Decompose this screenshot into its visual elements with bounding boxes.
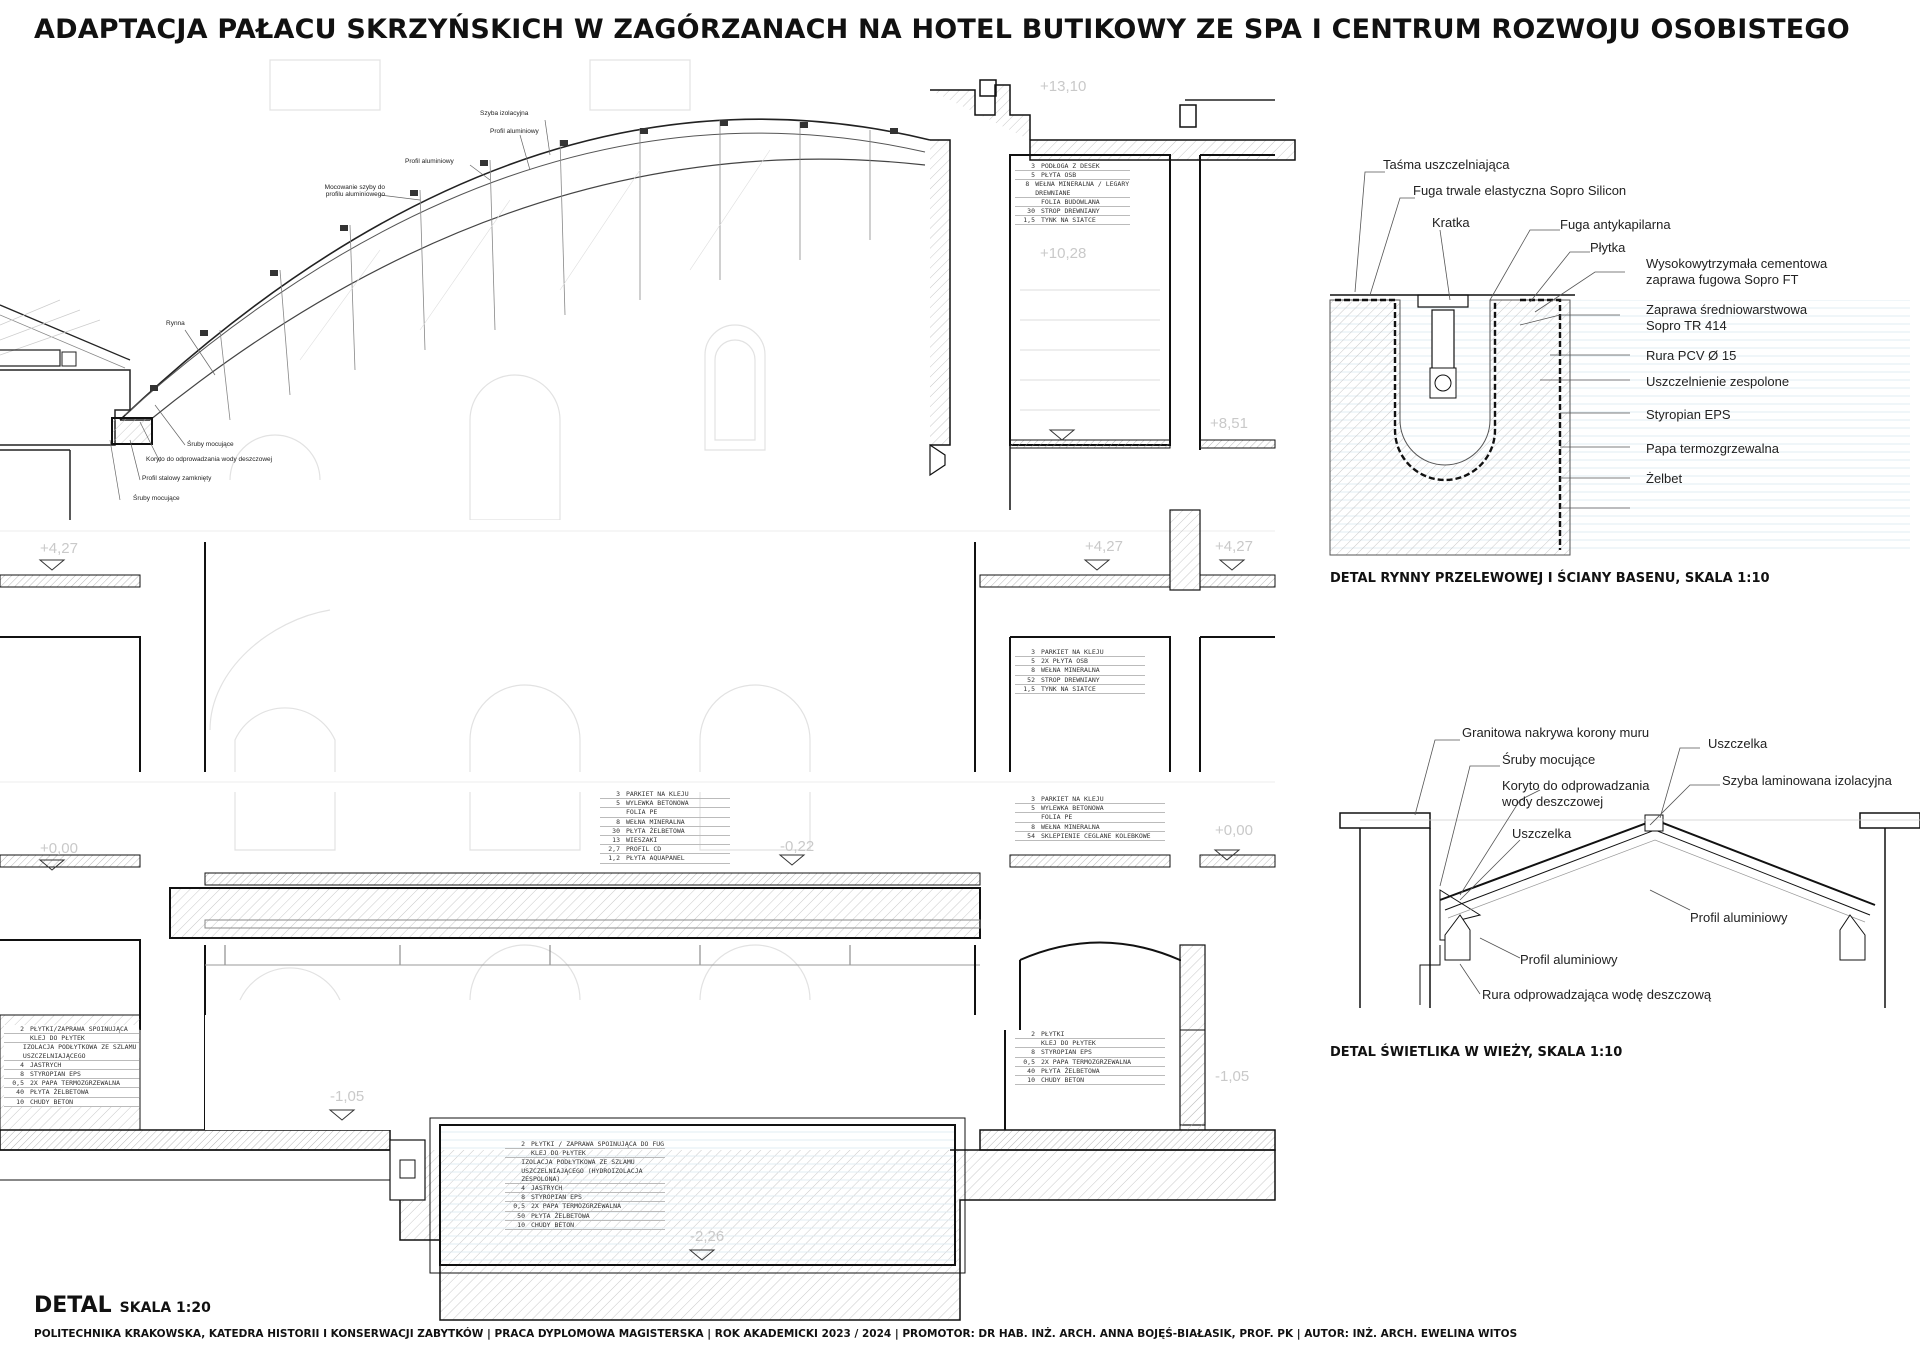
d1-label-fuga-el: Fuga trwale elastyczna Sopro Silicon xyxy=(1413,183,1627,198)
d2-label-szyba: Szyba laminowana izolacyjna xyxy=(1722,773,1892,788)
d2-label-profil-r: Profil aluminiowy xyxy=(1690,910,1788,925)
level-label: +8,51 xyxy=(1210,415,1248,432)
page-title: ADAPTACJA PAŁACU SKRZYŃSKICH W ZAGÓRZANACH NA HOTEL BUTIKOWY ZE SPA I CENTRUM ROZWOJU OSOBISTEGO xyxy=(34,14,1850,45)
d2-label-koryto2: wody deszczowej xyxy=(1502,794,1604,809)
note-profil-2: Profil aluminiowy xyxy=(405,158,454,165)
note-mocowanie: Mocowanie szyby do profilu aluminiowego xyxy=(324,184,385,198)
d1-label-papa: Papa termozgrzewalna xyxy=(1646,441,1779,456)
d1-label-fuga-anty: Fuga antykapilarna xyxy=(1560,217,1671,232)
main-leaders xyxy=(110,120,550,500)
note-profil-stal: Profil stalowy zamknięty xyxy=(142,475,212,482)
d1-label-uszcz: Uszczelnienie zespolone xyxy=(1646,374,1790,389)
d2-label-koryto1: Koryto do odprowadzania xyxy=(1502,778,1650,793)
note-szyba: Szyba izolacyjna xyxy=(480,110,529,117)
detail-scale: SKALA 1:20 xyxy=(119,1300,211,1316)
level-label: +0,00 xyxy=(1215,822,1253,839)
d1-label-kratka: Kratka xyxy=(1432,215,1470,230)
level-label: +4,27 xyxy=(40,540,78,557)
d2-label-granit: Granitowa nakrywa korony muru xyxy=(1462,725,1650,740)
d1-label-wys2: zaprawa fugowa Sopro FT xyxy=(1646,272,1799,287)
level-label: -2,26 xyxy=(690,1228,725,1245)
d2-label-sruby: Śruby mocujące xyxy=(1502,752,1596,767)
left-pitched-roof xyxy=(0,300,152,530)
d2-label-uszczelka-left: Uszczelka xyxy=(1512,826,1572,841)
d1-label-plytka: Płytka xyxy=(1590,240,1626,255)
footer-credits: POLITECHNIKA KRAKOWSKA, KATEDRA HISTORII I KONSERWACJI ZABYTKÓW | PRACA DYPLOMOWA MAGISTERSKA | ROK AKADEMICKI 2023 / 2024 | PROMOTOR: DR HAB. INŻ. ARCH. ANNA BOJĘŚ-BIAŁASIK, PROF. PK | AUTOR: INŻ. ARCH. EWELINA WITOS xyxy=(34,1328,1518,1340)
level-label: +10,28 xyxy=(1040,245,1087,262)
d1-label-zap2: Sopro TR 414 xyxy=(1646,318,1727,333)
level-label: +0,00 xyxy=(40,840,78,857)
layers-right-mid: 3 PARKIET NA KLEJU 5 WYLEWKA BETONOWA FOLIA PE 8 WEŁNA MINERALNA 54 SKLEPIENIE CEGLANE KOLEBKOWE xyxy=(1015,795,1165,841)
d1-label-zap1: Zaprawa średniowarstwowa xyxy=(1646,302,1808,317)
level-label: +4,27 xyxy=(1085,538,1123,555)
layers-right-low: 2 PŁYTKI KLEJ DO PŁYTEK 8 STYROPIAN EPS 0,5 2X PAPA TERMOZGRZEWALNA 40 PŁYTA ŻELBETOWA 10 CHUDY BETON xyxy=(1015,1030,1165,1085)
level-label: +4,27 xyxy=(1215,538,1253,555)
main-detail-label xyxy=(34,1293,211,1318)
d2-label-profil-l: Profil aluminiowy xyxy=(1520,952,1618,967)
detail2-caption: DETAL ŚWIETLIKA W WIEŻY, SKALA 1:10 xyxy=(1330,1045,1623,1060)
d2-label-rura: Rura odprowadzająca wodę deszczową xyxy=(1482,987,1712,1002)
level-label: +13,10 xyxy=(1040,78,1087,95)
note-sruby-1: Śruby mocujące xyxy=(187,441,234,448)
detail-word: DETAL xyxy=(34,1293,112,1318)
floor-upper xyxy=(0,420,1275,772)
layers-floor2: 3 PARKIET NA KLEJU 5 2X PŁYTA OSB 8 WEŁNA MINERALNA 52 STROP DREWNIANY 1,5 TYNK NA SIATCE xyxy=(1015,648,1145,694)
layers-roof: 3 PODŁOGA Z DESEK 5 PŁYTA OSB 8 WEŁNA MINERALNA / LEGARY DREWNIANE FOLIA BUDOWLANA 30 STROP DREWNIANY 1,5 TYNK NA SIATCE xyxy=(1015,162,1130,225)
d1-label-wys1: Wysokowytrzymała cementowa xyxy=(1646,256,1828,271)
layers-mid: 3 PARKIET NA KLEJU 5 WYLEWKA BETONOWA FOLIA PE 8 WEŁNA MINERALNA 30 PŁYTA ŻELBETOWA 13 WIESZAKI 2,7 PROFIL CD 1,2 PŁYTA AQUAPANEL xyxy=(600,790,730,864)
note-rynna: Rynna xyxy=(166,320,185,327)
detail1-caption: DETAL RYNNY PRZELEWOWEJ I ŚCIANY BASENU, SKALA 1:10 xyxy=(1330,571,1770,586)
note-koryto: Koryto do odprowadzania wody deszczowej xyxy=(146,456,273,463)
layers-left-low: 2 PŁYTKI/ZAPRAWA SPOINUJĄCA KLEJ DO PŁYTEK IZOLACJA PODŁYTKOWA ZE SZLAMU USZCZELNIAJĄCEGO 4 JASTRYCH 8 STYROPIAN EPS 0,5 2X PAPA TERMOZGRZEWALNA 40 PŁYTA ŻELBETOWA 10 CHUDY BETON xyxy=(4,1025,139,1107)
d1-label-tasma: Taśma uszczelniająca xyxy=(1383,157,1510,172)
d1-label-zelbet: Żelbet xyxy=(1646,471,1683,486)
d1-label-rura: Rura PCV Ø 15 xyxy=(1646,348,1737,363)
arched-skylight xyxy=(120,119,930,420)
level-label: -1,05 xyxy=(330,1088,365,1105)
level-label: -0,22 xyxy=(780,838,815,855)
detail-tower-skylight xyxy=(1340,813,1920,1008)
layers-pool: 2 PŁYTKI / ZAPRAWA SPOINUJĄCA DO FUG KLEJ DO PŁYTEK IZOLACJA PODŁYTKOWA ZE SZLAMU USZCZELNIAJĄCEGO (HYDROIZOLACJA ZESPOLONA) 4 JASTRYCH 8 STYROPIAN EPS 0,5 2X PAPA TERMOZGRZEWALNA 50 PŁYTA ŻELBETOWA 10 CHUDY BETON xyxy=(505,1140,665,1230)
note-sruby-2: Śruby mocujące xyxy=(133,495,180,502)
d2-label-uszczelka-top: Uszczelka xyxy=(1708,736,1768,751)
d1-label-styro: Styropian EPS xyxy=(1646,407,1731,422)
detail-overflow-gutter xyxy=(1330,295,1910,555)
level-label: -1,05 xyxy=(1215,1068,1250,1085)
note-profil-1: Profil aluminiowy xyxy=(490,128,539,135)
